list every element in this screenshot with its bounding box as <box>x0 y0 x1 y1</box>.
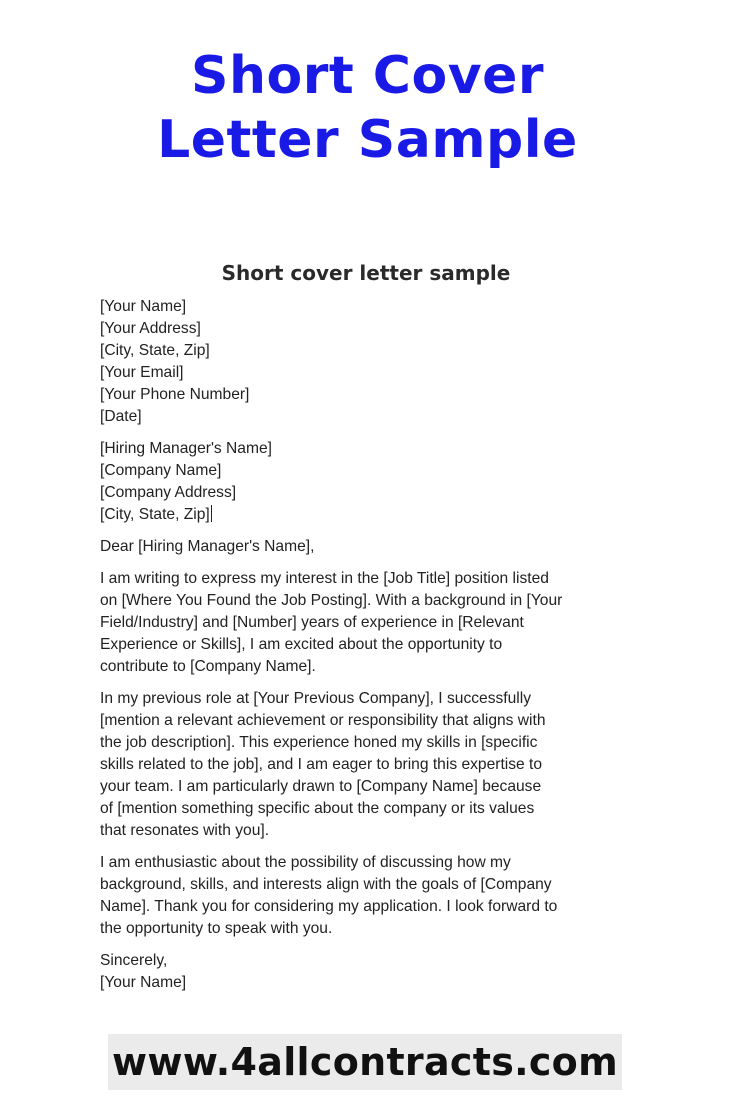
cover-letter-document <box>100 258 660 1004</box>
sender-address: [Your Address] <box>100 320 201 337</box>
closing-block <box>100 950 660 994</box>
recipient-city-line <box>100 504 660 526</box>
recipient-company: [Company Name] <box>100 462 222 479</box>
paragraph-2 <box>100 688 640 842</box>
footer-banner <box>108 1034 622 1090</box>
paragraph-2-line: your team. I am particularly drawn to [Company Name] because <box>100 778 542 795</box>
sender-email: [Your Email] <box>100 364 184 381</box>
paragraph-2-line: of [mention something specific about the company or its values <box>100 800 535 817</box>
closing: Sincerely, <box>100 952 168 969</box>
page-title <box>0 44 735 172</box>
paragraph-1 <box>100 568 640 678</box>
website-url: www.4allcontracts.com <box>112 1040 618 1084</box>
sender-name: [Your Name] <box>100 298 187 315</box>
salutation: Dear [Hiring Manager's Name], <box>100 538 315 555</box>
paragraph-3-line: Name]. Thank you for considering my application. I look forward to <box>100 898 558 915</box>
paragraph-2-line: that resonates with you]. <box>100 822 270 839</box>
paragraph-1-line: I am writing to express my interest in the [Job Title] position listed <box>100 570 549 587</box>
paragraph-2-line: skills related to the job], and I am eager to bring this expertise to <box>100 756 543 773</box>
sender-city-state-zip: [City, State, Zip] <box>100 342 210 359</box>
recipient-address: [Company Address] <box>100 484 237 501</box>
letter-heading: Short cover letter sample <box>221 261 511 285</box>
text-cursor <box>211 505 212 522</box>
sender-block <box>100 296 660 428</box>
paragraph-2-line: [mention a relevant achievement or responsibility that aligns with <box>100 712 546 729</box>
paragraph-1-line: on [Where You Found the Job Posting]. With a background in [Your <box>100 592 563 609</box>
paragraph-1-line: Field/Industry] and [Number] years of experience in [Relevant <box>100 614 524 631</box>
paragraph-2-line: the job description]. This experience honed my skills in [specific <box>100 734 538 751</box>
page-title-line-2: Letter Sample <box>157 110 578 170</box>
recipient-city-state-zip: [City, State, Zip] <box>100 506 210 523</box>
paragraph-1-line: contribute to [Company Name]. <box>100 658 316 675</box>
signature: [Your Name] <box>100 974 187 991</box>
letter-date: [Date] <box>100 408 142 425</box>
paragraph-3-line: the opportunity to speak with you. <box>100 920 333 937</box>
paragraph-3 <box>100 852 640 940</box>
recipient-block <box>100 438 660 526</box>
paragraph-1-line: Experience or Skills], I am excited about the opportunity to <box>100 636 503 653</box>
paragraph-3-line: background, skills, and interests align with the goals of [Company <box>100 876 552 893</box>
paragraph-3-line: I am enthusiastic about the possibility of discussing how my <box>100 854 511 871</box>
paragraph-2-line: In my previous role at [Your Previous Company], I successfully <box>100 690 532 707</box>
page-title-line-1: Short Cover <box>191 46 544 106</box>
sender-phone: [Your Phone Number] <box>100 386 250 403</box>
recipient-name: [Hiring Manager's Name] <box>100 440 272 457</box>
